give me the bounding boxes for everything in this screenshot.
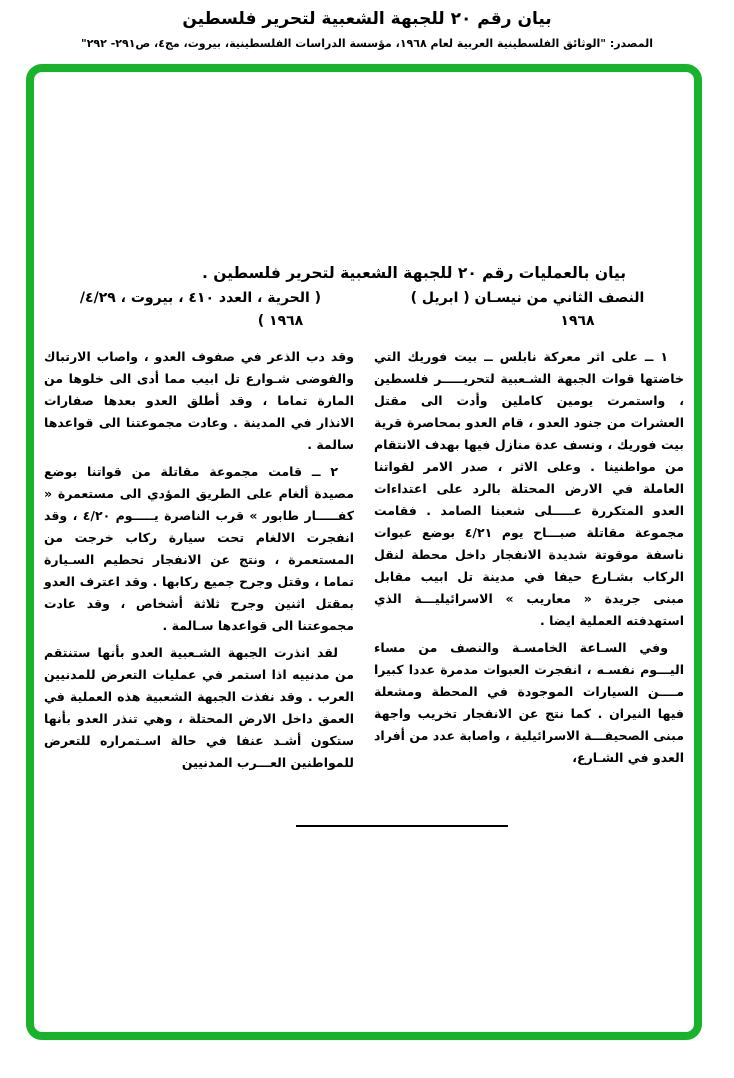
paragraph-panic-aftermath: وقد دب الذعر في صفوف العدو ، واصاب الارتباك والفوضى شـوارع تل ابيب مما أدى الى خلوها من المارة تماما ، وقد أطلق العدو بعدها صفارات الانذار في المدينة . وعادت مجموعتنا الى قواعدها سالمة . (44, 349, 354, 452)
body-columns (44, 346, 684, 779)
column-right (374, 346, 684, 779)
citation-period (371, 287, 684, 333)
citation-source-year: ١٩٦٨ ) (257, 313, 304, 329)
column-left (44, 346, 354, 779)
page-title: بيان رقم ٢٠ للجبهة الشعبية لتحرير فلسطين (182, 9, 552, 29)
document-frame (26, 64, 702, 1040)
citation-source (44, 287, 357, 333)
paragraph-operation-1-result: وفي السـاعة الخامسـة والنصف من مساء اليـــوم نفسـه ، انفجرت العبوات مدمرة عددا كبيرا مــــن السيارات الموجودة في المحطة ومشعلة فيها النيران . كما نتج عن الانفجار تخريب واجهة مبنى الصحيفـــة الاسرائيلية ، واصابة عدد من أفراد العدو في الشـارع، (374, 640, 684, 765)
page-header (0, 0, 734, 50)
section-divider (296, 825, 508, 827)
citation-source-line: ( الحرية ، العدد ٤١٠ ، بيروت ، ٢٩‏/‏٤‏/ (79, 290, 322, 306)
document-title: بيان بالعمليات رقم ٢٠ للجبهة الشعبية لتحرير فلسطين . (201, 264, 627, 282)
citation-block (44, 287, 684, 333)
citation-period-line: النصف الثاني من نيسـان ( ابريل ) (410, 290, 645, 306)
citation-period-year: ١٩٦٨ (560, 313, 595, 329)
paragraph-operation-1: ١ ــ على اثر معركة نابلس ــ بيت فوريك التي خاضتها قوات الجبهة الشـعبية لتحريـــــر فلسطين ، واستمرت يومين كاملين وأدت الى مقتل العشرات من جنود العدو ، قام العدو بمحاصرة قرية بيت فوريك ، ونسف عدة منازل فيها بهدف الانتقام من مواطنينا . وعلى الاثر ، صدر الامر لقواتنا العاملة في الارض المحتلة بالرد على اعتداءات العدو المتكررة عـــــلى شعبنا الصامد . فقامت مجموعة مقاتلة صبـــاح يوم ٢١‏/‏٤ بوضع عبوات ناسفة موقوتة شديدة الانفجار داخل محطة لنقل الركاب بشـارع حيفا في مدينة تل ابيب مقابل مبنى جريدة « معاريب » الاسرائيليـــة الذي استهدفته العملية ايضا . (374, 349, 684, 628)
paragraph-warning: لقد انذرت الجبهة الشـعبية العدو بأنها ستنتقم من مدنييه اذا استمر في عمليات التعرض للمدنيين العرب . وقد نفذت الجبهة الشعبية هذه العملية في العمق داخل الارض المحتلة ، وهي تنذر العدو بأنها ستكون أشـد عنفا في حالة اسـتمراره للتعرض للمواطنين العـــرب المدنيين (44, 645, 354, 770)
source-citation-line: المصدر: "الوثائق الفلسطينية العربية لعام ١٩٦٨، مؤسسة الدراسات الفلسطينية، بيروت، مج٤، ص٢٩١- ٢٩٢" (80, 37, 654, 50)
document-content (44, 264, 684, 827)
paragraph-operation-2: ٢ ــ قامت مجموعة مقاتلة من قواتنا بوضع مصيدة ألغام على الطريق المؤدي الى مستعمرة « كفـــــار طابور » قرب الناصرة يـــــوم ٢٠‏/‏٤ ، وقد انفجرت الالغام تحت سيارة ركاب خرجت من المستعمرة ، ونتج عن الانفجار تحطيم السـيارة تماما ، وقتل وجرح جميع ركابها . وقد اعترف العدو بمقتل اثنين وجرح ثلاثة أشخاص ، وقد عادت مجموعتنا الى قواعدها سـالمة . (44, 464, 354, 633)
